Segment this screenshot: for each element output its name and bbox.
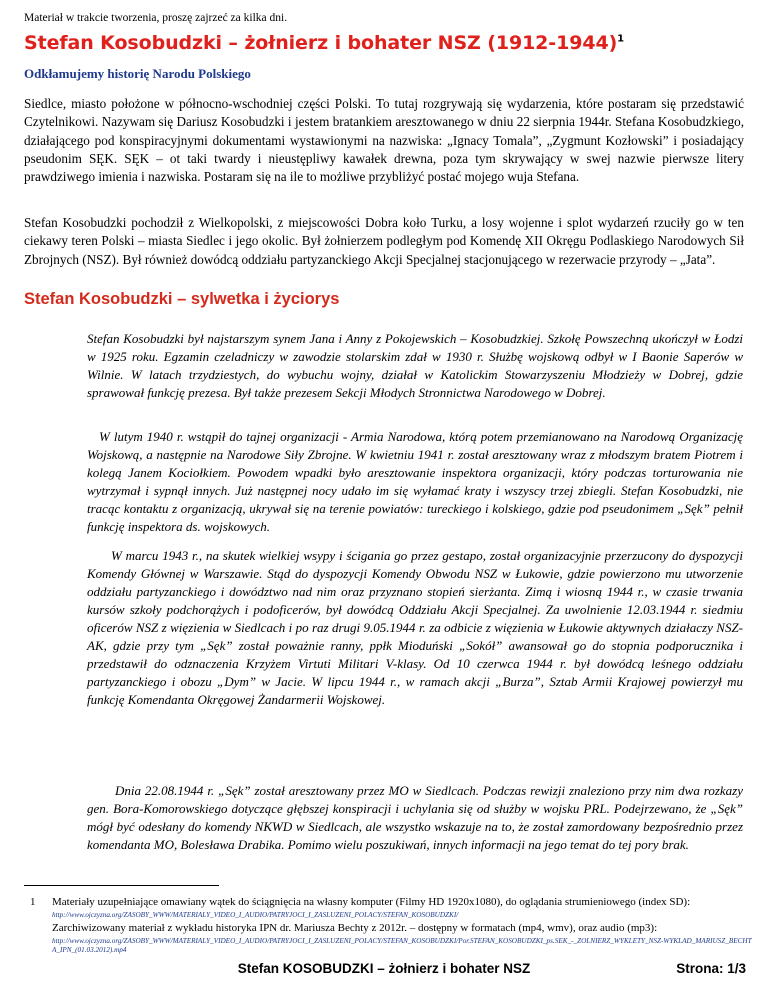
footnote-link-video[interactable]: http://www.ojczyzna.org/ZASOBY_WWW/MATERIALY_VIDEO_I_AUDIO/PATRYJOCI_I_ZASLUZENI_POLACY/STEFAN_KOSOBUDZKI/ xyxy=(52,911,459,919)
bio-paragraph-4: Dnia 22.08.1944 r. „Sęk” został aresztowany przez MO w Siedlcach. Podczas rewizji znaleziono przy nim dwa rozkazy gen. Bora-Komorowskiego dotyczące głębszej konspiracji i uchylania się od służby w wojsku PRL. Podejrzewano, że „Sęk” mógł być odesłany do komendy NKWD w Siedlcach, ale wszystko wskazuje na to, że został zamordowany bezpośrednio przez komendanta MO, Bolesława Drabika. Pomimo wielu poszukiwań, innych informacji na jego temat do tej pory brak. xyxy=(87,783,743,852)
footnote-link-lecture[interactable]: http://www.ojczyzna.org/ZASOBY_WWW/MATERIALY_VIDEO_I_AUDIO/PATRYJOCI_I_ZASLUZENI_POLACY/STEFAN_KOSOBUDZKI/Por.STEFAN_KOSOBUDZKI_ps.SEK_-_ZOLNIERZ_WYKLETY_NSZ-WYKLAD_MARIUSZ_BECHTA_IPN_(01.03.2012).mp4 xyxy=(52,937,752,954)
footnote-separator xyxy=(24,885,219,886)
title-footnote-ref[interactable]: 1 xyxy=(617,33,625,45)
page-title xyxy=(24,32,624,54)
draft-notice: Materiał w trakcie tworzenia, proszę zajrzeć za kilka dni. xyxy=(24,12,288,24)
page-number: Strona: 1/3 xyxy=(676,961,746,976)
bio-paragraph-1: Stefan Kosobudzki był najstarszym synem Jana i Anny z Pokojewskich – Kosobudzkiej. Szkołę Powszechną ukończył w Łodzi w 1925 roku. Egzamin czeladniczy w zawodzie stolarskim zdał w 1930 r. Służbę wojskową odbył w I Baonie Saperów w Wilnie. W latach trzydziestych, do wybuchu wojny, działał w Katolickim Stowarzyszeniu Młodzieży w Dobrej, gdzie sprawował funkcję prezesa. Był także prezesem Sekcji Młodych Stronnictwa Narodowego w Dobrej. xyxy=(87,331,743,400)
intro-paragraph-2: Stefan Kosobudzki pochodził z Wielkopolski, z miejscowości Dobra koło Turku, a losy wojenne i splot wydarzeń rzuciły go w ten ciekawy teren Polski – miasta Siedlec i jego okolic. Był żołnierzem podległym pod Komendę XII Okręgu Podlaskiego Narodowych Sił Zbrojnych (NSZ). Był również dowódcą oddziału partyzanckiego Akcji Specjalnej stacjonującego w rezerwacie przyrody – „Jata”. xyxy=(24,215,744,267)
section-heading: Stefan Kosobudzki – sylwetka i życiorys xyxy=(24,290,340,308)
page-title-text: Stefan Kosobudzki – żołnierz i bohater NSZ (1912-1944) xyxy=(24,32,618,54)
footer-title: Stefan KOSOBUDZKI – żołnierz i bohater NSZ xyxy=(237,961,531,976)
footnote-text: Materiały uzupełniające omawiany wątek do ściągnięcia na własny komputer (Filmy HD 1920x1080), do oglądania strumieniowego (index SD): xyxy=(52,896,691,908)
subtitle: Odkłamujemy historię Narodu Polskiego xyxy=(24,66,251,81)
bio-paragraph-3: W marcu 1943 r., na skutek wielkiej wsypy i ścigania go przez gestapo, został organizacyjnie przerzucony do dyspozycji Komendy Głównej w Warszawie. Stąd do dyspozycji Komendy Obwodu NSZ w Łukowie, gdzie powierzono mu utworzenie oddziału partyzanckiego i dowództwo nad nim oraz przyznano stopień sierżanta. Zimą i wiosną 1944 r., w czasie trwania kursów szkoły podchorążych i podoficerów, był dowódcą Oddziału Akcji Specjalnej. Za uwolnienie 12.03.1944 r. siedmiu oficerów NSZ z więzienia w Siedlcach i po raz drugi 9.05.1944 r. za odbicie z więzienia w Łukowie aktywnych działaczy NSZ-AK, gdzie przy tym „Sęk” został poważnie ranny, ppłk Mioduński „Sokół” awansował go do stopnia podporucznika i przedstawił do odznaczenia Krzyżem Virtuti Militari V-klasy. Od 10 czerwca 1944 r. był dowódcą leśnego oddziału partyzanckiego i obozu „Dym” w Jacie. W lipcu 1944 r., w ramach akcji „Burza”, Sztab Armii Krajowej powierzył mu funkcję Komendanta Okręgowej Żandarmerii Wojskowej. xyxy=(87,548,743,707)
footnote-text-archive: Zarchiwizowany materiał z wykładu historyka IPN dr. Mariusza Bechty z 2012r. – dostępny w formatach (mp4, wmv), oraz audio (mp3): xyxy=(52,922,658,934)
bio-paragraph-2: W lutym 1940 r. wstąpił do tajnej organizacji - Armia Narodowa, którą potem przemianowano na Narodową Organizację Wojskową, a następnie na Narodowe Siły Zbrojne. W kwietniu 1941 r. został aresztowany wraz z młodszym bratem Piotrem i kolegą Janem Kociołkiem. Powodem wpadki było aresztowanie inspektora organizacji, który podczas torturowania nie wytrzymał i sypnął innych. Już następnej nocy udało im się wyłamać kraty i wszyscy trzej zbiegli. Stefan Kosobudzki, nie tracąc kontaktu z organizacją, ukrywał się na terenie powiatów: tureckiego i kolskiego, gdzie pod pseudonimem „Sęk” pełnił funkcję inspektora ds. wojskowych. xyxy=(87,429,743,534)
footnote-number: 1 xyxy=(30,896,36,908)
intro-paragraph-1: Siedlce, miasto położone w północno-wschodniej części Polski. To tutaj rozgrywają się wydarzenia, które postaram się przedstawić Czytelnikowi. Nazywam się Dariusz Kosobudzki i jestem bratankiem aresztowanego w dniu 22 sierpnia 1944r. Stefana Kosobudzkiego, działającego pod konspiracyjnymi dokumentami wystawionymi na nazwiska: „Ignacy Tomala”, „Zygmunt Kozłowski” i posiadający pseudonim SĘK. SĘK – ot taki twardy i nieustępliwy kawałek drewna, poza tym skrywający w swej nazwie pierwsze litery prawdziwego imienia i nazwiska. Postaram się na ile to możliwe przybliżyć postać mojego wuja Stefana. xyxy=(24,96,744,185)
